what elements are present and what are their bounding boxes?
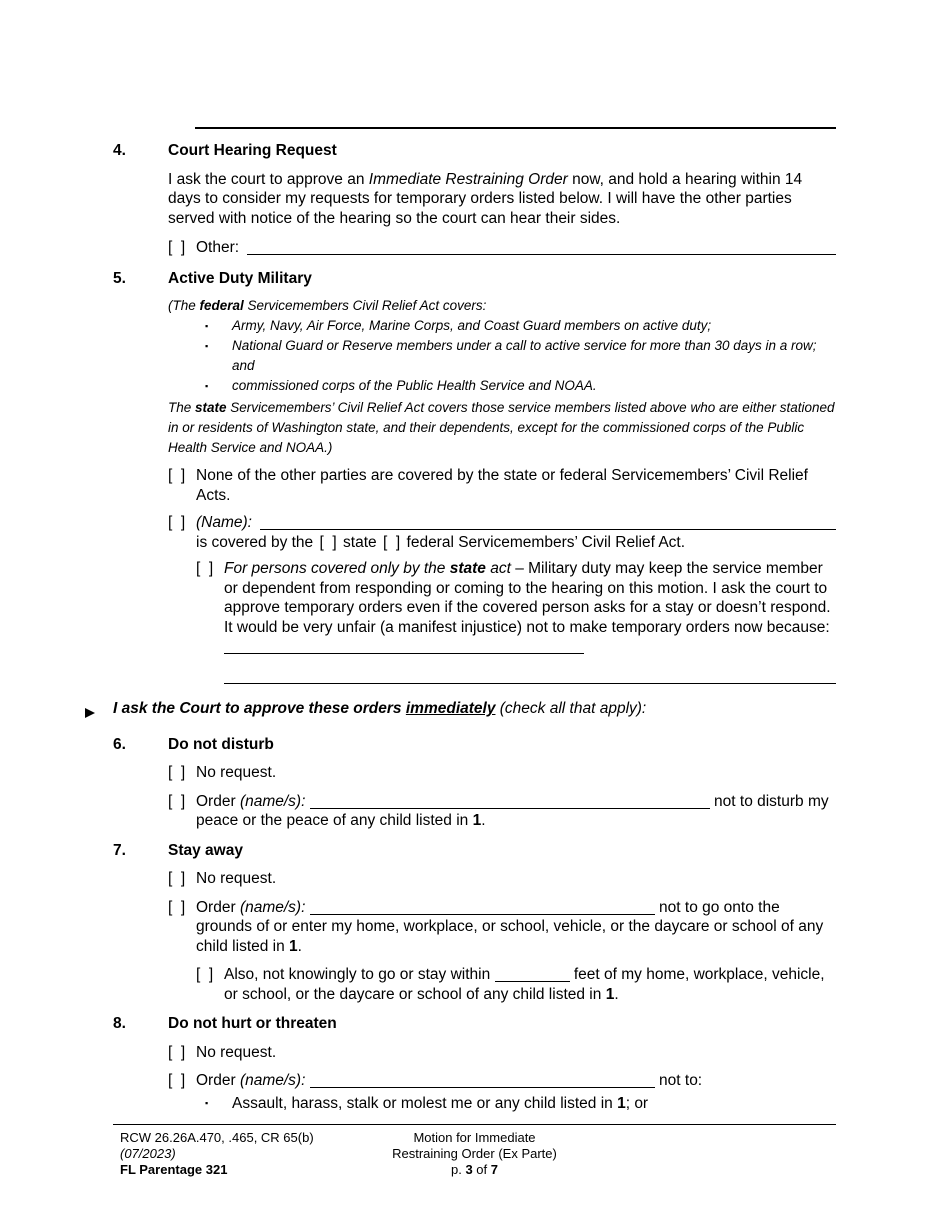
section-8-title: Do not hurt or threaten bbox=[168, 1015, 337, 1032]
assault-bullet-text bbox=[232, 1094, 648, 1114]
section-7-number: 7. bbox=[113, 841, 126, 859]
no-request-checkbox-8[interactable]: [ ] bbox=[168, 1043, 186, 1061]
order-end: . bbox=[481, 812, 486, 829]
covered-by-line bbox=[196, 533, 836, 553]
also-end: . bbox=[614, 985, 619, 1003]
order-body: not to: bbox=[659, 1072, 703, 1089]
also-body-pre: Also, not knowingly to go or stay within bbox=[224, 966, 495, 983]
order-text-6 bbox=[196, 792, 836, 831]
page-total: 7 bbox=[490, 1162, 498, 1177]
no-request-text-8: No request. bbox=[196, 1043, 277, 1061]
state-checkbox[interactable]: [ ] bbox=[319, 533, 337, 551]
order-body: not to disturb my peace or the peace of any child listed in bbox=[196, 792, 829, 829]
order-names-blank-7[interactable] bbox=[310, 900, 655, 915]
note-text: Servicemembers’ Civil Relief Act covers those service members listed above who are either stationed in or residents of Washington state, and their dependents, except for the commissioned corps of the Public Health Service and NOAA.) bbox=[168, 400, 835, 455]
state-act-body: – Military duty may keep the service member or dependent from responding or coming to the hearing on this motion. I ask the court to approve temporary orders even if the covered person asks for a stay or doesn’t respond. It would be very unfair (a manifest injustice) not to make temporary orders now because: bbox=[224, 560, 831, 636]
approve-immediately-underlined: immediately bbox=[405, 700, 496, 717]
paragraph-text: now, and hold a hearing within 14 days to consider my requests for temporary orders listed below. I will have the other parties served with notice of the hearing so the court can hear their sides. bbox=[168, 170, 803, 227]
no-request-text-6: No request. bbox=[196, 764, 277, 781]
section-7-title: Stay away bbox=[168, 841, 243, 859]
bullet-end: ; or bbox=[625, 1094, 649, 1112]
state-act-bold: state bbox=[449, 560, 486, 577]
state-act-row bbox=[196, 559, 836, 657]
note-bullet-list bbox=[205, 316, 836, 396]
order-names-blank-6[interactable] bbox=[310, 794, 710, 809]
note-text: (The bbox=[168, 298, 200, 313]
name-line bbox=[196, 513, 836, 533]
order-end: . bbox=[297, 937, 302, 955]
no-request-checkbox-7[interactable]: [ ] bbox=[168, 870, 186, 887]
other-option-row bbox=[168, 238, 836, 258]
footer-rcw-citation: RCW 26.26A.470, .465, CR 65(b) bbox=[120, 1130, 314, 1145]
order-ref-bold: 1 bbox=[289, 937, 298, 955]
other-label: Other: bbox=[196, 239, 240, 256]
note-state-paragraph bbox=[168, 398, 836, 458]
bullet-ref-bold: 1 bbox=[617, 1094, 626, 1112]
approve-bold-text: I ask the Court to approve these orders bbox=[113, 700, 406, 717]
note-bullet-text: commissioned corps of the Public Health Service and NOAA. bbox=[232, 378, 597, 393]
note-federal-bold: federal bbox=[199, 298, 244, 313]
order-text-8 bbox=[196, 1071, 836, 1091]
service-act-note bbox=[168, 296, 836, 458]
section-5-title: Active Duty Military bbox=[168, 269, 312, 287]
order-row-6 bbox=[168, 792, 836, 831]
approve-check-all-note: (check all that apply): bbox=[495, 700, 647, 717]
note-bullet-item bbox=[205, 336, 836, 376]
no-request-text-7: No request. bbox=[196, 870, 277, 887]
state-act-text bbox=[224, 559, 836, 657]
order-ref-bold: 1 bbox=[472, 812, 482, 829]
note-bullet-item bbox=[205, 316, 836, 336]
bullet-body: Assault, harass, stalk or molest me or any child listed in bbox=[232, 1094, 618, 1112]
page-of: of bbox=[472, 1162, 491, 1177]
section-4-paragraph bbox=[168, 170, 836, 229]
other-checkbox[interactable]: [ ] bbox=[168, 239, 186, 256]
square-bullet-icon: ▪ bbox=[205, 1097, 209, 1108]
name-blank-field[interactable] bbox=[260, 513, 836, 530]
order-names-label: (name/s): bbox=[239, 792, 306, 810]
footer-center-block bbox=[113, 1130, 836, 1178]
order-checkbox-6[interactable]: [ ] bbox=[168, 792, 186, 810]
paragraph-text-italic: Immediate Restraining Order bbox=[368, 170, 568, 188]
paragraph-text: I ask the court to approve an bbox=[168, 170, 369, 188]
name-label: (Name): bbox=[196, 514, 252, 531]
because-blank-field[interactable] bbox=[224, 639, 584, 654]
no-request-row-7 bbox=[168, 869, 836, 889]
order-text-7 bbox=[196, 898, 836, 957]
order-names-label: (name/s): bbox=[239, 1072, 306, 1089]
covered-text: is covered by the bbox=[196, 533, 314, 551]
note-bullet-item bbox=[205, 376, 836, 396]
assault-bullet-item bbox=[205, 1094, 836, 1114]
state-act-italic-post: act bbox=[485, 560, 511, 577]
section-6-title: Do not disturb bbox=[168, 735, 274, 753]
federal-checkbox[interactable]: [ ] bbox=[382, 533, 401, 551]
section-8-heading bbox=[113, 1014, 836, 1034]
footer-revision-date: (07/2023) bbox=[120, 1146, 176, 1161]
other-line bbox=[196, 238, 836, 258]
page-current: 3 bbox=[465, 1162, 473, 1177]
order-label: Order bbox=[196, 1072, 240, 1089]
because-blank-continuation[interactable] bbox=[224, 664, 836, 685]
order-row-8 bbox=[168, 1071, 836, 1091]
footer-form-title-line2: Restraining Order (Ex Parte) bbox=[392, 1146, 557, 1161]
no-request-row-8 bbox=[168, 1043, 836, 1063]
note-state-bold: state bbox=[195, 400, 227, 415]
order-names-label: (name/s): bbox=[239, 898, 306, 916]
page-footer bbox=[113, 1124, 836, 1178]
order-names-blank-8[interactable] bbox=[310, 1073, 655, 1088]
name-checkbox[interactable]: [ ] bbox=[168, 514, 186, 531]
note-bullet-text: Army, Navy, Air Force, Marine Corps, and Coast Guard members on active duty; bbox=[232, 318, 712, 333]
arrow-bullet-icon bbox=[85, 699, 113, 724]
other-blank-field[interactable] bbox=[247, 238, 836, 255]
section-6-number: 6. bbox=[113, 735, 126, 753]
state-act-checkbox[interactable]: [ ] bbox=[196, 560, 214, 577]
square-bullet-icon: ▪ bbox=[205, 341, 209, 351]
covered-state-label: state bbox=[343, 533, 377, 551]
footer-form-title-line1: Motion for Immediate bbox=[413, 1130, 536, 1145]
name-covered-row bbox=[168, 513, 836, 552]
footer-form-number: FL Parentage 321 bbox=[120, 1162, 228, 1177]
order-label: Order bbox=[196, 898, 240, 916]
also-text bbox=[224, 965, 836, 1004]
square-bullet-icon: ▪ bbox=[205, 321, 209, 331]
approve-orders-line bbox=[85, 699, 836, 724]
order-checkbox-7[interactable]: [ ] bbox=[168, 898, 186, 916]
order-label: Order bbox=[196, 792, 240, 810]
note-intro-line bbox=[168, 296, 836, 316]
also-ref-bold: 1 bbox=[605, 985, 615, 1003]
note-text: Servicemembers Civil Relief Act covers: bbox=[243, 298, 487, 313]
footer-page-number bbox=[113, 1162, 836, 1178]
section-5-number: 5. bbox=[113, 269, 126, 287]
state-act-italic-pre: For persons covered only by the bbox=[224, 560, 450, 577]
note-bullet-text: National Guard or Reserve members under a call to active service for more than 30 days in a row; and bbox=[232, 338, 817, 373]
section-4-heading bbox=[113, 141, 836, 161]
section-4-title: Court Hearing Request bbox=[168, 142, 337, 159]
also-stay-away-row bbox=[196, 965, 836, 1004]
none-covered-row bbox=[168, 466, 836, 505]
order-row-7 bbox=[168, 898, 836, 957]
form-content bbox=[113, 0, 836, 1113]
section-5-heading bbox=[113, 269, 836, 289]
approve-orders-text bbox=[113, 699, 646, 724]
no-request-checkbox-6[interactable]: [ ] bbox=[168, 764, 186, 781]
covered-federal-label: federal Servicemembers’ Civil Relief Act. bbox=[406, 533, 686, 551]
none-covered-checkbox[interactable]: [ ] bbox=[168, 467, 186, 484]
none-covered-text: None of the other parties are covered by the state or federal Servicemembers’ Civil Relief Acts. bbox=[196, 467, 808, 504]
writing-line-top[interactable] bbox=[195, 127, 836, 129]
order-body: not to go onto the grounds of or enter my home, workplace, or school, vehicle, or the daycare or school of any child listed in bbox=[196, 898, 824, 955]
no-request-row-6 bbox=[168, 763, 836, 783]
also-body-post: feet of my home, workplace, vehicle, or school, or the daycare or school of any child listed in bbox=[224, 966, 825, 1003]
note-text: The bbox=[168, 400, 196, 415]
section-7-heading bbox=[113, 841, 836, 861]
order-checkbox-8[interactable]: [ ] bbox=[168, 1072, 186, 1089]
feet-blank-field[interactable] bbox=[495, 967, 570, 982]
page-label: p. bbox=[450, 1162, 466, 1177]
square-bullet-icon: ▪ bbox=[205, 381, 209, 391]
section-4-number: 4. bbox=[113, 142, 126, 159]
section-8-number: 8. bbox=[113, 1015, 126, 1032]
section-6-heading bbox=[113, 735, 836, 755]
also-checkbox[interactable]: [ ] bbox=[196, 966, 214, 983]
